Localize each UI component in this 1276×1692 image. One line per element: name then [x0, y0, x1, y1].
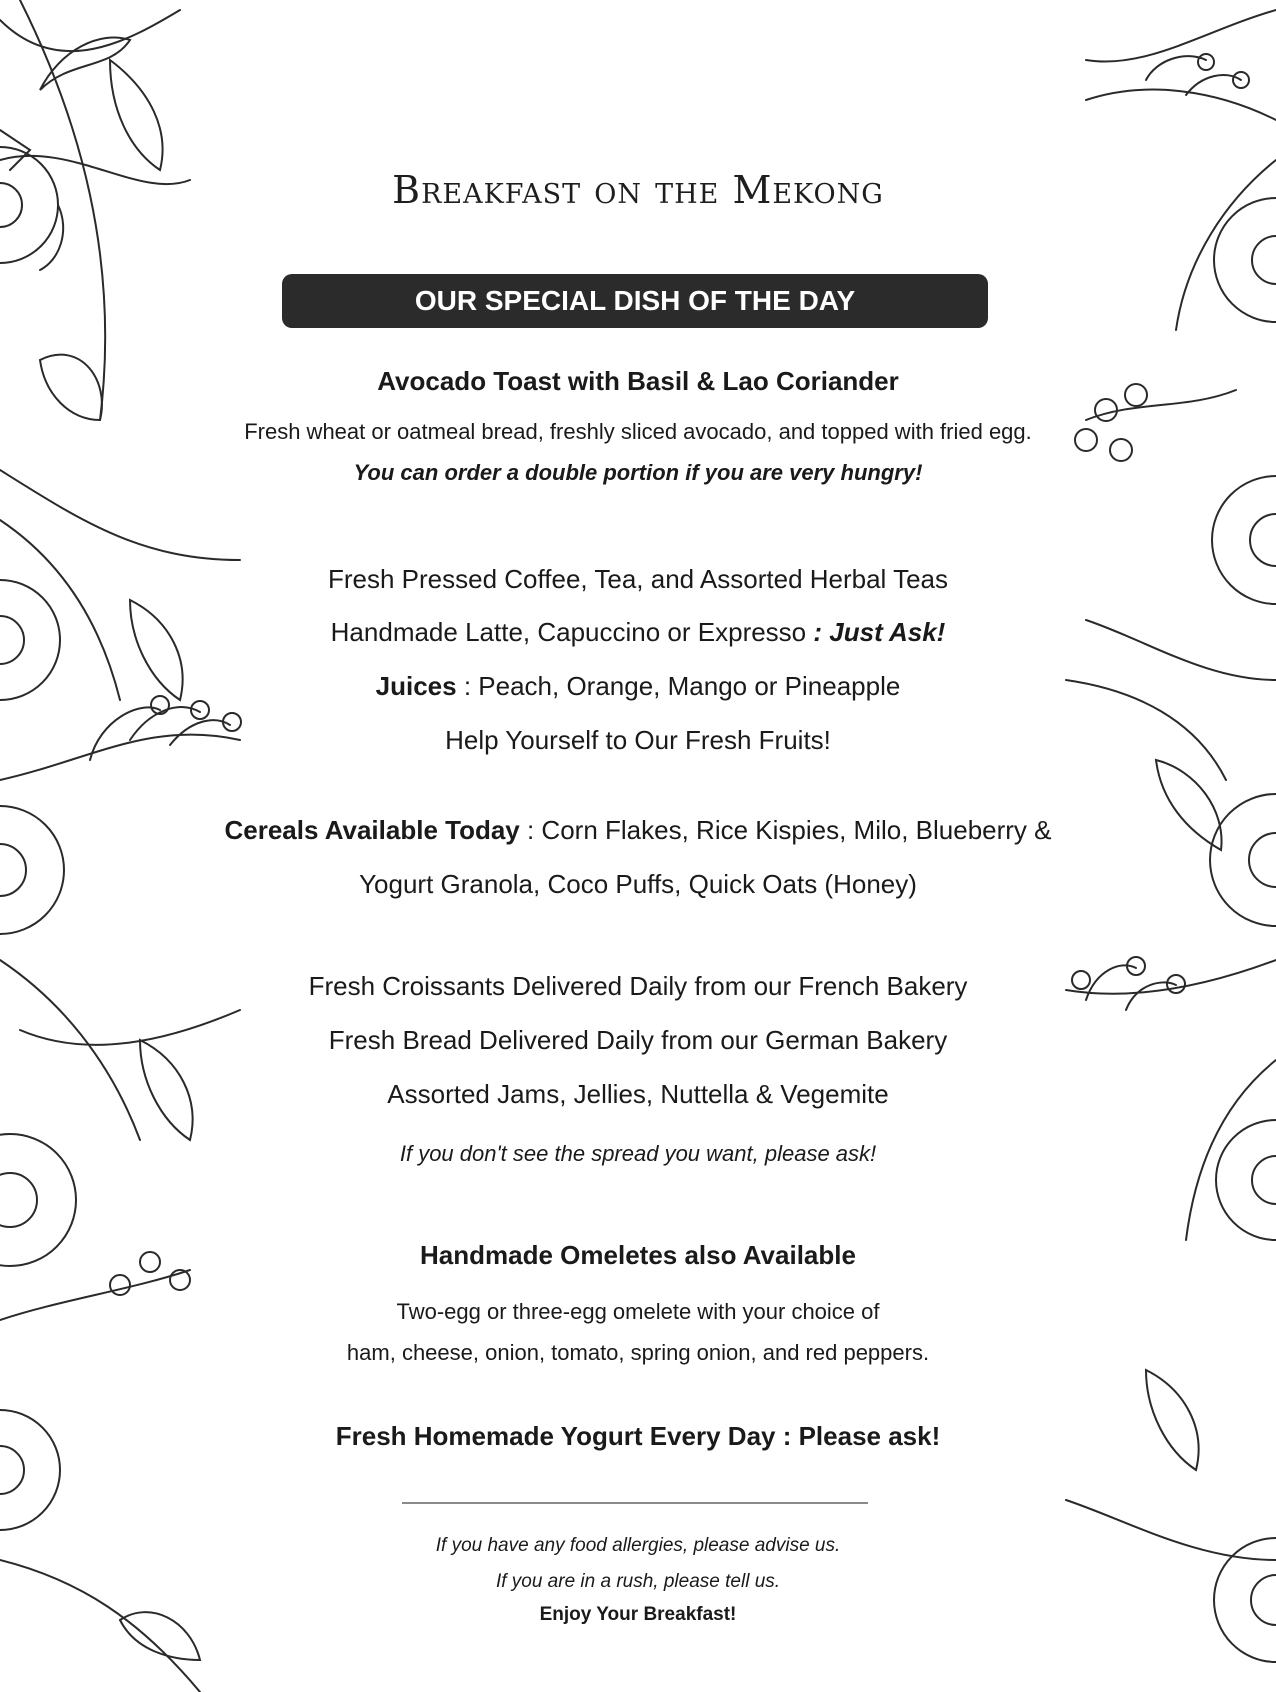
breakfast-menu: [170, 0, 1106, 1692]
cereals-line: [170, 815, 1106, 846]
footer-divider: [402, 1502, 868, 1504]
latte-line: [170, 617, 1106, 648]
bread-line: Fresh Bread Delivered Daily from our German Bakery: [328, 1025, 948, 1055]
menu-title: Breakfast on the Mekong: [392, 168, 884, 212]
croissants-line: Fresh Croissants Delivered Daily from our French Bakery: [308, 971, 968, 1001]
special-dish-name: Avocado Toast with Basil & Lao Coriander: [377, 366, 899, 396]
juices-label: Juices: [375, 671, 457, 701]
rush-note: If you are in a rush, please tell us.: [495, 1571, 781, 1592]
yogurt-line: Fresh Homemade Yogurt Every Day : Please ask!: [335, 1421, 941, 1451]
cereals-label: Cereals Available Today: [224, 815, 520, 845]
spreads-line: Assorted Jams, Jellies, Nuttella & Vegemite: [387, 1079, 889, 1109]
juices-list: : Peach, Orange, Mango or Pineapple: [456, 671, 901, 701]
cereals-list-2: Yogurt Granola, Coco Puffs, Quick Oats (Honey): [359, 869, 917, 899]
special-dish-banner: OUR SPECIAL DISH OF THE DAY: [282, 274, 988, 328]
latte-just-ask: : Just Ask!: [806, 617, 946, 647]
juices-line: [170, 671, 1106, 702]
special-dish-note: You can order a double portion if you are very hungry!: [353, 460, 923, 485]
spreads-note: If you don't see the spread you want, please ask!: [399, 1141, 877, 1166]
cereals-list-1: : Corn Flakes, Rice Kispies, Milo, Blueberry &: [519, 815, 1052, 845]
omelets-line-1: Two-egg or three-egg omelete with your choice of: [396, 1299, 880, 1324]
latte-options: Handmade Latte, Capuccino or Expresso: [330, 617, 807, 647]
omelets-line-2: ham, cheese, onion, tomato, spring onion, and red peppers.: [346, 1340, 930, 1365]
fresh-fruits-line: Help Yourself to Our Fresh Fruits!: [445, 725, 831, 755]
allergies-note: If you have any food allergies, please advise us.: [435, 1535, 841, 1556]
omelets-heading: Handmade Omeletes also Available: [420, 1240, 856, 1270]
coffee-tea-line: Fresh Pressed Coffee, Tea, and Assorted Herbal Teas: [327, 564, 949, 594]
special-dish-description: Fresh wheat or oatmeal bread, freshly sliced avocado, and topped with fried egg.: [244, 419, 1032, 444]
enjoy-note: Enjoy Your Breakfast!: [539, 1604, 737, 1625]
